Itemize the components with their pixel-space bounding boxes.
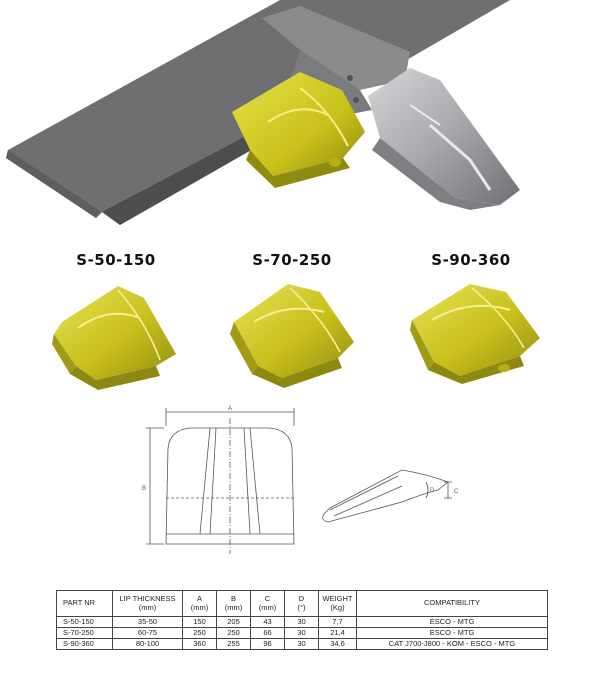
technical-drawing: [130, 398, 470, 563]
cell-a: 150: [183, 617, 217, 628]
dimension-d-label: D: [430, 488, 435, 494]
table-row: [57, 617, 548, 628]
product-title-2: S-70-250: [252, 251, 332, 269]
cell-part: S-70-250: [57, 628, 113, 639]
header-compat: COMPATIBILITY: [357, 591, 548, 617]
cell-weight: 7,7: [319, 617, 357, 628]
cell-weight: 34,6: [319, 639, 357, 650]
cell-c: 66: [251, 628, 285, 639]
cell-d: 30: [285, 639, 319, 650]
dimension-c-label: C: [454, 489, 459, 495]
cell-part: S-90-360: [57, 639, 113, 650]
header-lip: LIP THICKNESS (mm): [113, 591, 183, 617]
header-a: A (mm): [183, 591, 217, 617]
hero-illustration: [0, 0, 600, 240]
tooth: [368, 68, 520, 210]
cell-lip: 35-50: [113, 617, 183, 628]
cell-b: 205: [217, 617, 251, 628]
cell-a: 250: [183, 628, 217, 639]
header-part: PART NR: [57, 591, 113, 617]
header-d: D (°): [285, 591, 319, 617]
table-header-row: [57, 591, 548, 617]
spec-table: [56, 590, 548, 650]
table-row: [57, 639, 548, 650]
cell-compat: ESCO - MTG: [357, 617, 548, 628]
header-weight: WEIGHT (Kg): [319, 591, 357, 617]
cell-compat: CAT J700-J800 - KOM - ESCO - MTG: [357, 639, 548, 650]
cell-d: 30: [285, 628, 319, 639]
table-row: [57, 628, 548, 639]
cell-c: 43: [251, 617, 285, 628]
cell-d: 30: [285, 617, 319, 628]
cell-lip: 60-75: [113, 628, 183, 639]
header-b: B (mm): [217, 591, 251, 617]
dimension-a-label: A: [228, 406, 233, 412]
shroud-image-1: [48, 282, 180, 392]
header-c: C (mm): [251, 591, 285, 617]
cell-c: 96: [251, 639, 285, 650]
cell-weight: 21,4: [319, 628, 357, 639]
cell-b: 250: [217, 628, 251, 639]
product-title-3: S-90-360: [431, 251, 511, 269]
shroud-image-3: [410, 282, 544, 386]
cell-compat: ESCO - MTG: [357, 628, 548, 639]
cell-lip: 80-100: [113, 639, 183, 650]
shroud-image-2: [228, 282, 358, 392]
cell-b: 255: [217, 639, 251, 650]
product-title-1: S-50-150: [76, 251, 156, 269]
cell-a: 360: [183, 639, 217, 650]
dimension-b-label: B: [142, 486, 147, 492]
cell-part: S-50-150: [57, 617, 113, 628]
